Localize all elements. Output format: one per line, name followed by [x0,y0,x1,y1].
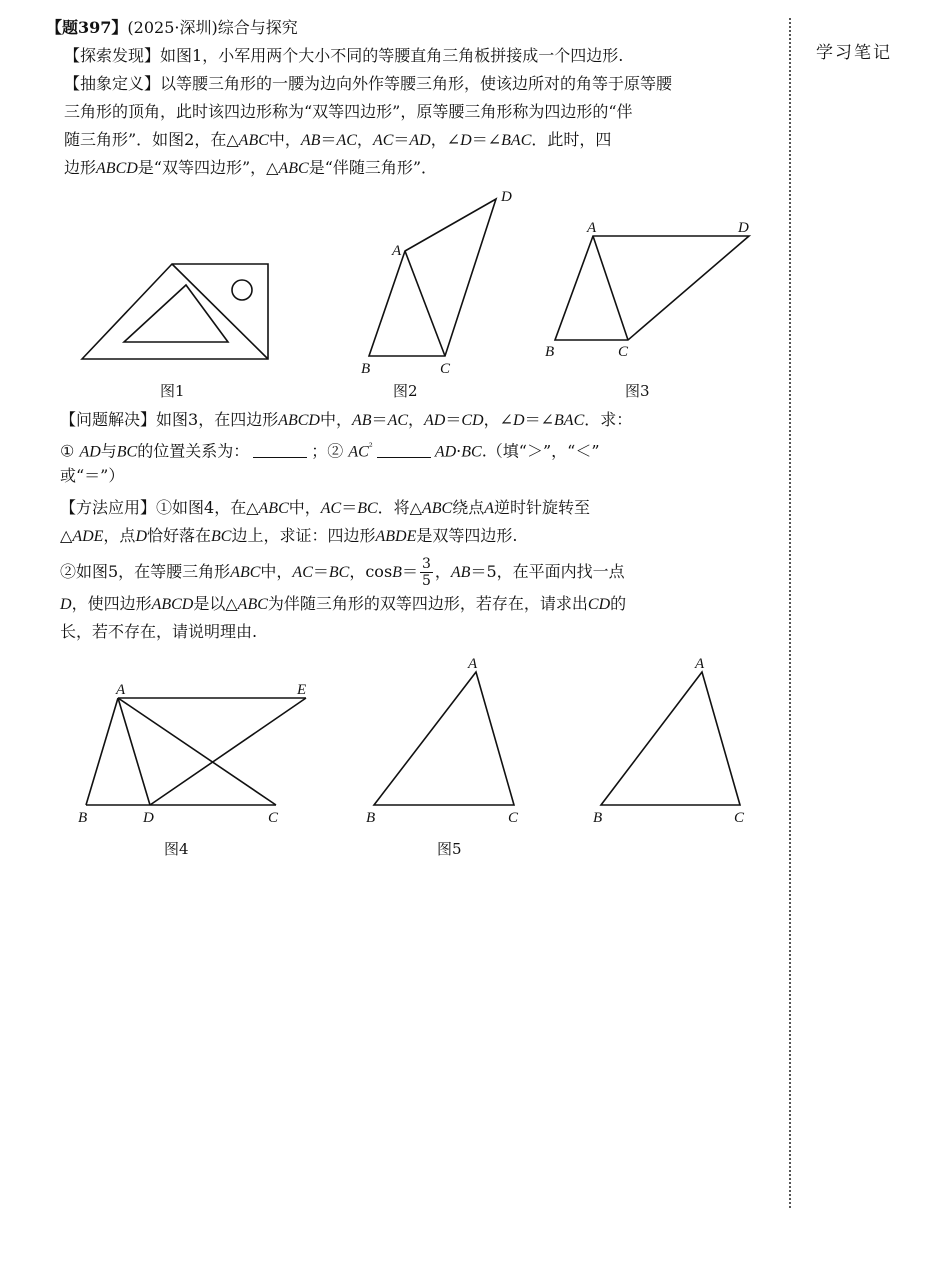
fig2-quadrilateral [369,199,496,356]
math-cos: ，cos [349,562,393,581]
text: 中， [260,562,293,581]
fig5-right-label-b: B [593,810,603,826]
text: 或“＝”） [60,466,125,485]
text: 中， [319,410,352,429]
text: ．将△ [377,498,422,517]
define-text-3o: ．此时，四 [531,130,612,149]
math-d: D [513,412,525,429]
figures-4-5 [0,650,790,865]
fig1-caption: 图1 [160,382,185,400]
text: 与 [100,441,117,461]
text: 中， [288,498,321,517]
math-b: B [392,564,402,581]
figure-5-right [601,672,740,805]
notes-label: 学习笔记 [816,43,892,63]
math-eq: ＝ [341,498,358,517]
math-ac: AC [372,132,394,149]
math-angle: ，∠ [430,130,461,149]
define-text-3c: 中， [268,130,301,149]
text: 如图3，在四边形 [156,410,279,429]
fig5-caption: 图5 [437,840,462,858]
fig5-left-triangle [374,672,514,805]
define-text-4c: 是“双等四边形”，△ [137,158,279,177]
text: 是以△ [193,594,238,613]
fig4-segment-ab [86,698,118,805]
apply-line-5 [60,618,780,646]
explore-text: 如图1，小军用两个大小不同的等腰直角三角板拼接成一个四边形. [160,46,624,65]
fig3-label-d: D [738,220,749,236]
text: 为伴随三角形的双等四边形，若存在，请求出 [267,594,588,613]
define-text-4e: 是“伴随三角形”． [308,158,438,177]
apply-line-2 [60,522,780,550]
text: 是双等四边形. [416,526,518,545]
define-text-3a: 随三角形”．如图2，在△ [64,130,239,149]
math-eq: ＝ [371,410,388,429]
problem-header [46,14,786,42]
math-cd: CD [587,596,611,613]
explore-label: 【探索发现】 [64,46,161,65]
math-abc: ABC [238,132,269,149]
text: ，点 [103,526,136,545]
math-cd: CD [461,412,484,429]
fig1-circle [232,280,252,300]
math-eq-angle: ＝∠ [471,130,502,149]
fig3-label-c: C [618,344,629,360]
define-label: 【抽象定义】 [64,74,161,93]
apply-line-1 [60,494,780,522]
fig5-left-label-a: A [468,656,478,672]
math-abc: ABC [421,500,453,517]
fig5-right-label-a: A [695,656,705,672]
fig5-right-label-c: C [734,810,745,826]
math-abcd: ABCD [96,160,138,177]
math-angle: ，∠ [483,410,514,429]
fig4-label-e: E [297,682,307,698]
punct: ， [408,410,425,429]
math-ad: AD [79,443,101,461]
text: 恰好落在 [147,526,212,545]
math-bc: BC [461,443,482,461]
punct: ， [434,562,451,581]
fig4-label-c: C [268,810,279,826]
math-ac: AC [320,500,342,517]
math-eq: ＝ [312,562,329,581]
figures-1-3 [0,185,790,410]
math-abc: ABC [230,564,261,581]
math-abcd: ABCD [151,596,194,613]
apply-line-3 [60,554,780,590]
math-abc: ABC [258,500,289,517]
problem-tag: 【题397】 [46,18,128,37]
fraction-three-fifths [420,556,433,589]
problem-text [46,14,786,182]
define-line-3 [46,126,786,154]
answer-blank-1[interactable] [253,441,307,458]
math-ade: ADE [72,528,104,545]
define-text-4a: 边形 [64,158,97,177]
text: 的 [610,594,627,613]
math-ac: AC [348,443,369,461]
solve-line-2 [60,434,780,462]
math-ad: AD [434,443,457,461]
figure-2 [369,199,496,356]
math-abc: ABC [237,596,268,613]
text: ；② [311,441,349,461]
math-ab: AB [300,132,321,149]
math-ab: AB [352,412,372,429]
math-abde: ABDE [375,528,417,545]
math-bc: BC [211,528,232,545]
math-d: D [60,596,72,613]
math-ad: AD [409,132,431,149]
text: ① [60,441,80,461]
math-ab: AB [450,564,471,581]
fig3-diagonal-ac [593,236,628,340]
math-eq: ＝ [445,410,462,429]
fig1-diagonal [172,264,268,359]
fig2-label-d: D [501,189,512,205]
math-d: D [135,528,147,545]
solve-line-1 [60,406,780,434]
math-bac: BAC [554,412,585,429]
text: △ [60,526,73,545]
text: ．求： [584,410,633,429]
math-bc: BC [328,564,350,581]
fig3-quadrilateral [555,236,749,340]
math-eq: ＝ [320,130,337,149]
define-text-1: 以等腰三角形的一腰为边向外作等腰三角形，使该边所对的角等于原等腰 [160,74,673,93]
answer-blank-2[interactable] [377,441,431,458]
text: 边上，求证：四边形 [231,526,376,545]
fig4-label-d: D [143,810,154,826]
math-dot: · [456,441,462,461]
figure-1 [82,264,268,359]
fig3-caption: 图3 [625,382,650,400]
fig2-diagonal-ac [405,251,445,356]
fig5-right-triangle [601,672,740,805]
text: ①如图4，在△ [156,498,259,517]
solve-label: 【问题解决】 [60,410,157,429]
math-abcd: ABCD [278,412,320,429]
text: ＝5，在平面内找一点 [470,562,625,581]
text: ②如图5，在等腰三角形 [60,562,231,581]
apply-label: 【方法应用】 [60,498,157,517]
math-bc: BC [116,443,138,461]
fig2-label-a: A [392,243,402,259]
math-ad: AD [424,412,446,429]
fig2-label-b: B [361,361,371,377]
fig4-label-b: B [78,810,88,826]
math-ac: AC [292,564,313,581]
figure-4 [86,698,306,805]
text: ，使四边形 [71,594,152,613]
math-eq: ＝ [401,562,418,581]
fig4-segment-ad [118,698,150,805]
fraction-numerator: 3 [421,556,431,572]
text: .（填“＞”，“＜” [481,441,600,461]
apply-line-4 [60,590,780,618]
text: 长，若不存在，请说明理由. [60,622,258,641]
text: 绕点 [452,498,485,517]
text: 的位置关系为： [137,441,250,461]
fig2-label-c: C [440,361,451,377]
define-text-2: 三角形的顶角，此时该四边形称为“双等四边形”，原等腰三角形称为四边形的“伴 [64,102,633,121]
figure-5-left [374,672,514,805]
text: 逆时针旋转至 [494,498,591,517]
math-eq-angle: ＝∠ [524,410,555,429]
fig1-outline [82,264,268,359]
fig4-caption: 图4 [164,840,189,858]
math-a: A [484,500,494,517]
fig5-left-label-b: B [366,810,376,826]
solve-section [60,406,780,646]
fig2-caption: 图2 [393,382,418,400]
fig3-label-a: A [587,220,597,236]
math-ac: AC [336,132,357,149]
fig4-segment-ac [118,698,276,805]
math-abc: ABC [278,160,309,177]
math-eq: ＝ [393,130,410,149]
problem-source: (2025·深圳)综合与探究 [127,18,298,37]
define-line-2 [46,98,786,126]
fraction-denominator: 5 [421,573,431,589]
fig4-label-a: A [116,682,126,698]
math-d: D [460,132,472,149]
solve-line-3 [60,462,780,490]
figure-3 [555,236,749,340]
math-bc: BC [357,500,378,517]
fig1-inner-triangle [124,285,228,342]
math-bac: BAC [501,132,532,149]
explore-line [46,42,786,70]
math-square: ² [368,442,373,453]
punct: ， [356,130,373,149]
define-line-4 [46,154,786,182]
fig5-left-label-c: C [508,810,519,826]
fig4-segment-de [150,698,306,805]
fig3-label-b: B [545,344,555,360]
math-ac: AC [387,412,409,429]
define-line-1 [46,70,786,98]
